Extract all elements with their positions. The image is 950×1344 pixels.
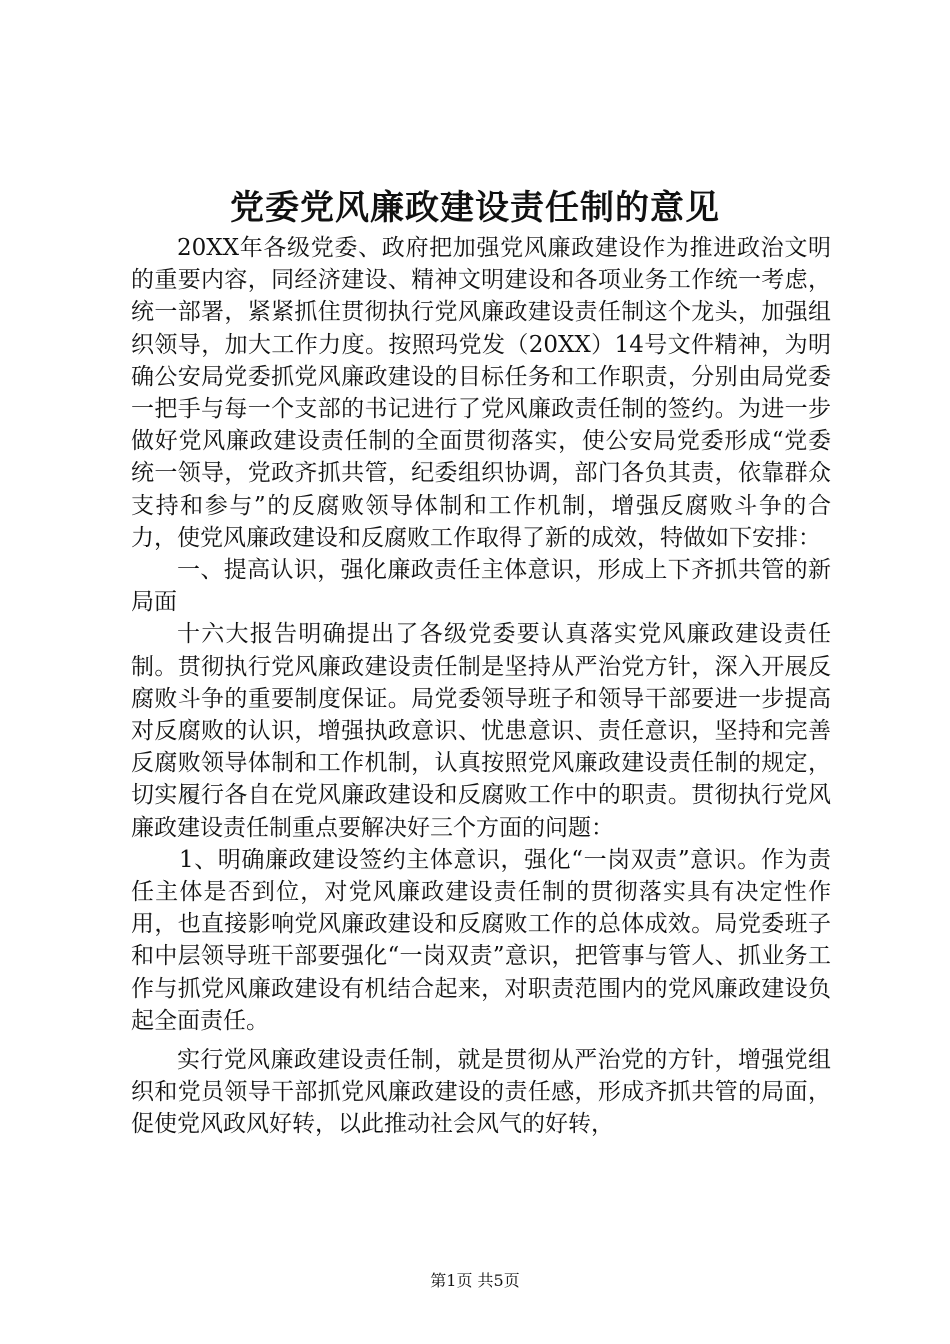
document-body [131,232,831,1141]
section-heading-1: 一、提高认识，强化廉政责任主体意识，形成上下齐抓共管的新局面 [131,557,831,616]
closing-paragraph: 实行党风廉政建设责任制，就是贯彻从严治党的方针，增强党组织和党员领导干部抓党风廉政建设的责任感，形成齐抓共管的局面，促使党风政风好转，以此推动社会风气的好转， [131,1047,831,1138]
intro-paragraph: 20XX年各级党委、政府把加强党风廉政建设作为推进政治文明的重要内容，同经济建设、精神文明建设和各项业务工作统一考虑，统一部署，紧紧抓住贯彻执行党风廉政建设责任制这个龙头，加强组织领导，加大工作力度。按照玛党发（20XX）14号文件精神，为明确公安局党委抓党风廉政建设的目标任务和工作职责，分别由局党委一把手与每一个支部的书记进行了党风廉政责任制的签约。为进一步做好党风廉政建设责任制的全面贯彻落实，使公安局党委形成“党委统一领导，党政齐抓共管，纪委组织协调，部门各负其责，依靠群众支持和参与”的反腐败领导体制和工作机制，增强反腐败斗争的合力，使党风廉政建设和反腐败工作取得了新的成效，特做如下安排： [131,235,831,551]
section-1-paragraph: 十六大报告明确提出了各级党委要认真落实党风廉政建设责任制。贯彻执行党风廉政建设责任制是坚持从严治党方针，深入开展反腐败斗争的重要制度保证。局党委领导班子和领导干部要进一步提高对反腐败的认识，增强执政意识、忧患意识、责任意识，坚持和完善反腐败领导体制和工作机制，认真按照党风廉政建设责任制的规定，切实履行各自在党风廉政建设和反腐败工作中的职责。贯彻执行党风廉政建设责任制重点要解决好三个方面的问题： [131,621,831,841]
list-item-1-paragraph: 1、明确廉政建设签约主体意识，强化“一岗双责”意识。作为责任主体是否到位，对党风廉政建设责任制的贯彻落实具有决定性作用，也直接影响党风廉政建设和反腐败工作的总体成效。局党委班子和中层领导班干部要强化“一岗双责”意识，把管事与管人、抓业务工作与抓党风廉政建设有机结合起来，对职责范围内的党风廉政建设负起全面责任。 [131,846,831,1034]
document-title: 党委党风廉政建设责任制的意见 [230,188,720,228]
page-number-footer: 第1页 共5页 [430,1271,520,1290]
